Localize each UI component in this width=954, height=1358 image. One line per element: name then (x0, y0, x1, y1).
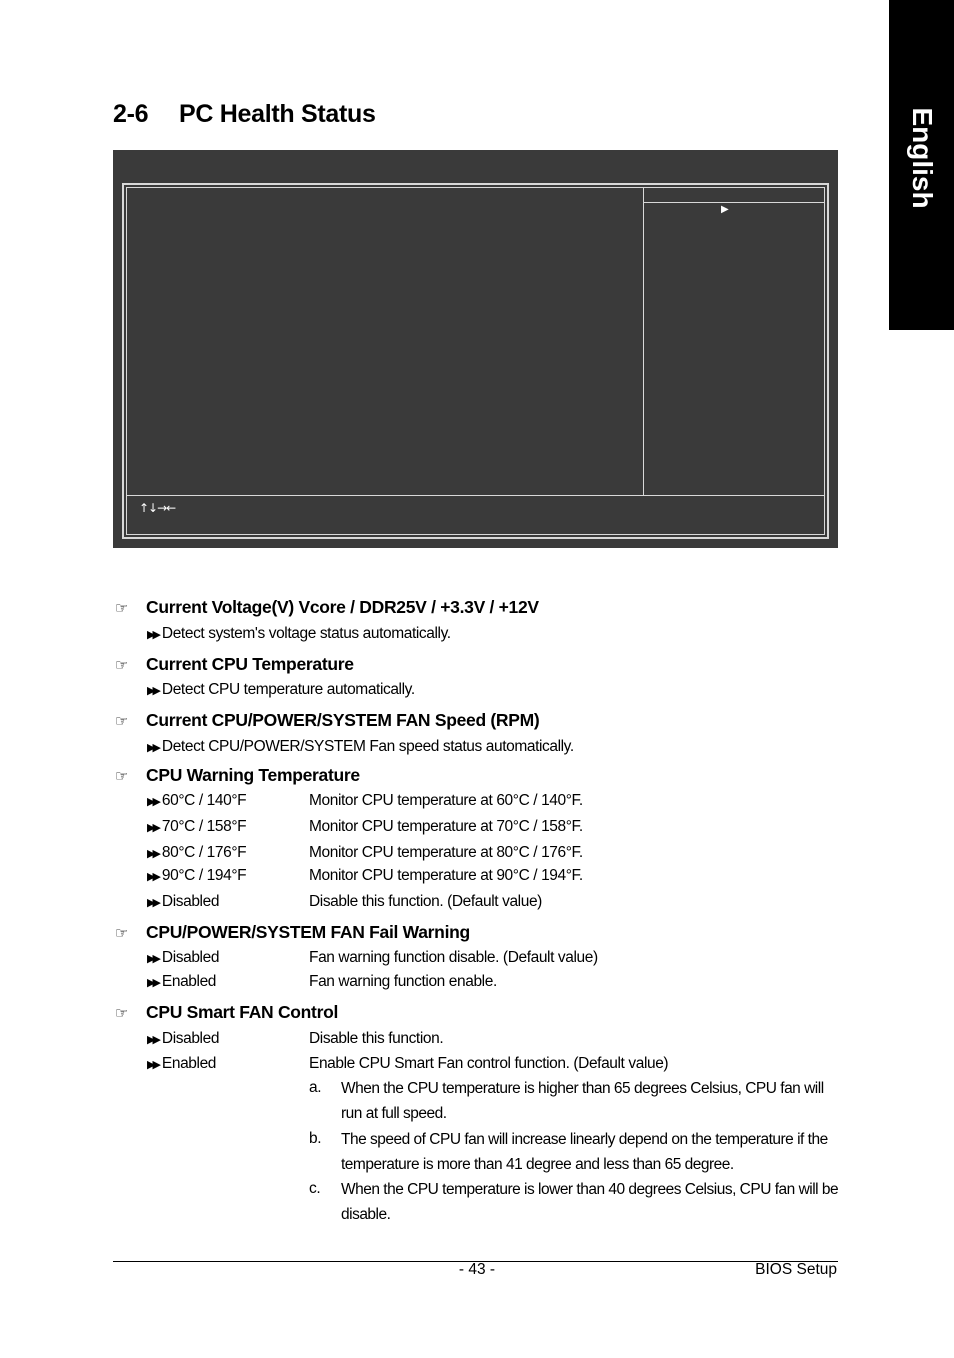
section-number: 2-6 (113, 100, 149, 128)
option-label: ▶▶ Disabled (147, 1030, 220, 1047)
bios-inner-frame (126, 187, 825, 535)
option-label: ▶▶ 80°C / 176°F (147, 844, 247, 861)
option-label: ▶▶ Disabled (147, 949, 220, 966)
note-letter: c. (309, 1180, 321, 1197)
double-arrow-icon: ▶▶ (147, 685, 158, 697)
double-arrow-icon: ▶▶ (147, 848, 158, 860)
double-arrow-icon: ▶▶ (147, 977, 158, 989)
item-title: ☞ Current CPU/POWER/SYSTEM FAN Speed (RPM) (115, 710, 540, 730)
option-description: Monitor CPU temperature at 60°C / 140°F. (309, 792, 583, 809)
option-description: Enable CPU Smart Fan control function. (Default value) (309, 1055, 669, 1072)
option-item: ▶▶ Detect system's voltage status automatically. (147, 625, 451, 642)
double-arrow-icon: ▶▶ (147, 953, 158, 965)
bios-settings-panel (127, 188, 644, 495)
option-label: ▶▶ 70°C / 158°F (147, 818, 247, 835)
option-label: ▶▶ Disabled (147, 893, 220, 910)
item-title: ☞ Current Voltage(V) Vcore / DDR25V / +3.3V / +12V (115, 597, 539, 617)
page-number: - 43 - (458, 1261, 496, 1278)
option-label: ▶▶ 60°C / 140°F (147, 792, 247, 809)
note-letter: b. (309, 1130, 322, 1147)
double-arrow-icon: ▶▶ (147, 1059, 158, 1071)
item-title: ☞ Current CPU Temperature (115, 654, 354, 674)
double-arrow-icon: ▶▶ (147, 796, 158, 808)
triangle-right-icon: ▶ (721, 204, 729, 215)
option-description: Monitor CPU temperature at 70°C / 158°F. (309, 818, 583, 835)
double-arrow-icon: ▶▶ (147, 1034, 158, 1046)
bios-frame (122, 183, 829, 539)
item-title: ☞ CPU Warning Temperature (115, 765, 360, 785)
option-description: Disable this function. (Default value) (309, 893, 542, 910)
option-item: ▶▶ Detect CPU/POWER/SYSTEM Fan speed status automatically. (147, 738, 574, 755)
option-description: Disable this function. (309, 1030, 444, 1047)
double-arrow-icon: ▶▶ (147, 629, 158, 641)
bios-screenshot (113, 150, 838, 548)
language-tab (889, 0, 954, 330)
option-description: Fan warning function disable. (Default value) (309, 949, 598, 966)
pointing-hand-icon: ☞ (115, 925, 129, 942)
option-description: Fan warning function enable. (309, 973, 497, 990)
item-title: ☞ CPU Smart FAN Control (115, 1002, 339, 1022)
pointing-hand-icon: ☞ (115, 713, 129, 730)
option-label: ▶▶ 90°C / 194°F (147, 867, 247, 884)
note-letter: a. (309, 1079, 322, 1096)
option-label: ▶▶ Enabled (147, 973, 217, 990)
option-item: ▶▶ Detect CPU temperature automatically. (147, 681, 415, 698)
double-arrow-icon: ▶▶ (147, 822, 158, 834)
note-text: When the CPU temperature is lower than 40 degrees Celsius, CPU fan will be disable. (341, 1181, 839, 1223)
pointing-hand-icon: ☞ (115, 1005, 129, 1022)
double-arrow-icon: ▶▶ (147, 742, 158, 754)
note-text: The speed of CPU fan will increase linearly depend on the temperature if the temperature is more than 41 degree and less than 65 degree. (341, 1131, 828, 1173)
double-arrow-icon: ▶▶ (147, 871, 158, 883)
bios-navigation-keys: ↑↓→← (139, 501, 176, 515)
section-title (113, 100, 376, 129)
double-arrow-icon: ▶▶ (147, 897, 158, 909)
option-label: ▶▶ Enabled (147, 1055, 217, 1072)
pointing-hand-icon: ☞ (115, 768, 129, 785)
option-description: Monitor CPU temperature at 80°C / 176°F. (309, 844, 583, 861)
pointing-hand-icon: ☞ (115, 600, 129, 617)
bios-key-bar (127, 495, 824, 534)
option-description: Monitor CPU temperature at 90°C / 194°F. (309, 867, 583, 884)
footer-section-name: BIOS Setup (755, 1261, 837, 1278)
pointing-hand-icon: ☞ (115, 657, 129, 674)
section-title-text: PC Health Status (179, 100, 376, 128)
language-tab-label: English (906, 107, 938, 209)
bios-help-header (644, 188, 824, 203)
item-title: ☞ CPU/POWER/SYSTEM FAN Fail Warning (115, 922, 470, 942)
note-text: When the CPU temperature is higher than 65 degrees Celsius, CPU fan will run at full speed. (341, 1080, 824, 1122)
